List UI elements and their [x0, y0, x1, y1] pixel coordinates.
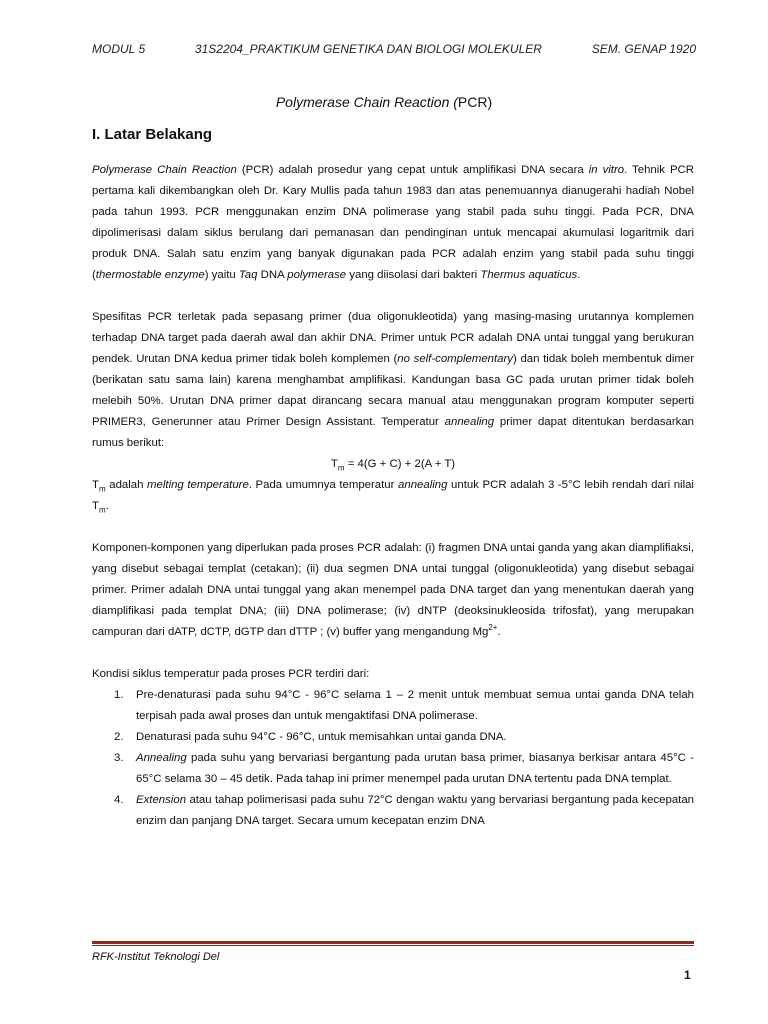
p2-text: Spesifitas PCR terletak pada sepasang primer (dua oligonukleotida) yang masing-masing urutannya komplemen terhadap DNA target pada daerah awal dan akhir DNA. Primer untuk PCR adalah DNA untai tunggal yang berukuran pendek. Urutan DNA kedua primer tidak boleh komplemen (	[92, 311, 694, 365]
p4-sup: 2+	[488, 623, 498, 633]
p1-thermostable: thermostable enzyme	[95, 269, 205, 281]
p2-noself: no self-complementary	[397, 353, 514, 365]
footer-institution: RFK-Institut Teknologi Del	[92, 951, 220, 963]
cycle-steps-list	[92, 685, 694, 832]
p1-text5: yang diisolasi dari bakteri	[346, 269, 481, 281]
tm-formula	[92, 454, 694, 475]
p1-text2: . Tehnik PCR pertama kali dikembangkan oleh Dr. Kary Mullis pada tahun 1983 dan atas penemuannya dianugerahi hadiah Nobel pada tahun 1993. PCR menggunakan enzim DNA polimerase yang stabil pada suhu tinggi. Pada PCR, DNA dipolimerisasi dalam siklus berulang dari pemanasan dan pendinginan untuk mencapai akumulasi logaritmik dari produk DNA. Salah satu enzim yang banyak digunakan pada PCR adalah enzim yang stabil pada suhu tinggi (	[92, 164, 695, 281]
header-module: MODUL 5	[92, 42, 146, 56]
p1-text: (PCR) adalah prosedur yang cepat untuk amplifikasi DNA secara	[236, 164, 589, 176]
p2-text2: ) dan tidak boleh membentuk dimer (berikatan satu sama lain) karena menghambat amplifikasi. Kandungan basa GC pada urutan primer tidak boleh melebih 50%. Urutan DNA primer dapat dirancang secara manual atau menggunakan program komputer seperti PRIMER3, Generunner atau Primer Design Assistant. Temperatur	[92, 353, 695, 428]
p3-text: adalah	[105, 479, 148, 491]
p3-t: T	[92, 479, 99, 491]
title-italic: Polymerase Chain Reaction (	[275, 94, 458, 110]
paragraph-primer	[92, 307, 694, 454]
p1-taq: Taq	[238, 269, 258, 281]
step-number: 3.	[114, 752, 124, 764]
list-item	[92, 790, 694, 832]
step-term: Extension	[136, 794, 187, 806]
footer-rule-thick	[92, 941, 694, 944]
step-text	[136, 685, 694, 727]
document-body	[92, 160, 694, 832]
p3-melting: melting temperature	[147, 479, 249, 491]
list-item	[92, 685, 694, 727]
step-text	[136, 790, 694, 832]
p1-thermus: Thermus aquaticus	[480, 269, 578, 281]
p2-text3: primer dapat ditentukan berdasarkan rumus berikut:	[92, 416, 695, 449]
document-title	[0, 94, 768, 110]
p1-text3: ) yaitu	[204, 269, 239, 281]
formula-rest: = 4(G + C) + 2(A + T)	[344, 458, 456, 470]
p1-end: .	[577, 269, 581, 281]
p3-text2: . Pada umumnya temperatur	[248, 479, 399, 491]
step-body: pada suhu yang bervariasi bergantung pada urutan basa primer, biasanya berkisar antara 45°C - 65°C selama 30 – 45 detik. Pada tahap ini primer menempel pada urutan DNA tertentu pada DNA templat.	[136, 752, 694, 785]
p1-polymerase: polymerase	[287, 269, 347, 281]
p2-annealing: annealing	[444, 416, 495, 428]
p3-sub: m	[98, 484, 106, 494]
title-plain: PCR)	[457, 94, 493, 110]
footer-rule-thin	[92, 945, 694, 946]
p1-invitro: in vitro	[588, 164, 625, 176]
p4-end: .	[497, 626, 501, 638]
step-number: 4.	[114, 794, 124, 806]
step-body: Pre-denaturasi pada suhu 94°C - 96°C selama 1 – 2 menit untuk membuat semua untai ganda DNA telah terpisah pada awal proses dan untuk mengaktifasi DNA polimerase.	[136, 689, 694, 722]
step-number: 2.	[114, 731, 124, 743]
step-term: Annealing	[136, 752, 187, 764]
formula-t: T	[330, 458, 338, 470]
p3-sub2: m	[98, 505, 106, 515]
step-text	[136, 748, 694, 790]
paragraph-intro	[92, 160, 694, 286]
step-body: Denaturasi pada suhu 94°C - 96°C, untuk memisahkan untai ganda DNA.	[136, 731, 507, 743]
header-course: 31S2204_PRAKTIKUM GENETIKA DAN BIOLOGI MOLEKULER	[194, 42, 542, 56]
list-item	[92, 748, 694, 790]
page-header	[92, 42, 696, 56]
p1-text4: DNA	[257, 269, 288, 281]
p4-text: Komponen-komponen yang diperlukan pada proses PCR adalah: (i) fragmen DNA untai ganda yang akan diamplifiaksi, yang disebut sebagai templat (cetakan); (ii) dua segmen DNA untai tunggal (oligonukleotida) yang disebut sebagai primer. Primer adalah DNA untai tunggal yang akan menempel pada DNA target dan yang menentukan daerah yang diamplifikasi pada templat DNA; (iii) DNA polimerase; (iv) dNTP (deoksinukleosida trifosfat), yang merupakan campuran dari dATP, dCTP, dGTP dan dTTP ; (v) buffer yang mengandung Mg	[92, 542, 694, 638]
paragraph-tm	[92, 475, 694, 517]
step-number: 1.	[114, 689, 124, 701]
p3-annealing: annealing	[398, 479, 448, 491]
page-number: 1	[684, 968, 691, 982]
paragraph-cycle-intro: Kondisi siklus temperatur pada proses PCR terdiri dari:	[92, 668, 370, 680]
step-body: atau tahap polimerisasi pada suhu 72°C dengan waktu yang bervariasi bergantung pada kecepatan enzim dan panjang DNA target. Secara umum kecepatan enzim DNA	[136, 794, 694, 827]
header-semester: SEM. GENAP 1920	[591, 42, 696, 56]
step-text	[136, 727, 694, 748]
list-item	[92, 727, 694, 748]
p1-term: Polymerase Chain Reaction	[92, 164, 237, 176]
formula-sub: m	[337, 463, 345, 473]
paragraph-components	[92, 538, 694, 643]
p3-end: .	[105, 500, 109, 512]
section-heading: I. Latar Belakang	[92, 126, 213, 143]
p3-text3: untuk PCR adalah 3 -5°C lebih rendah dari nilai T	[92, 479, 694, 512]
